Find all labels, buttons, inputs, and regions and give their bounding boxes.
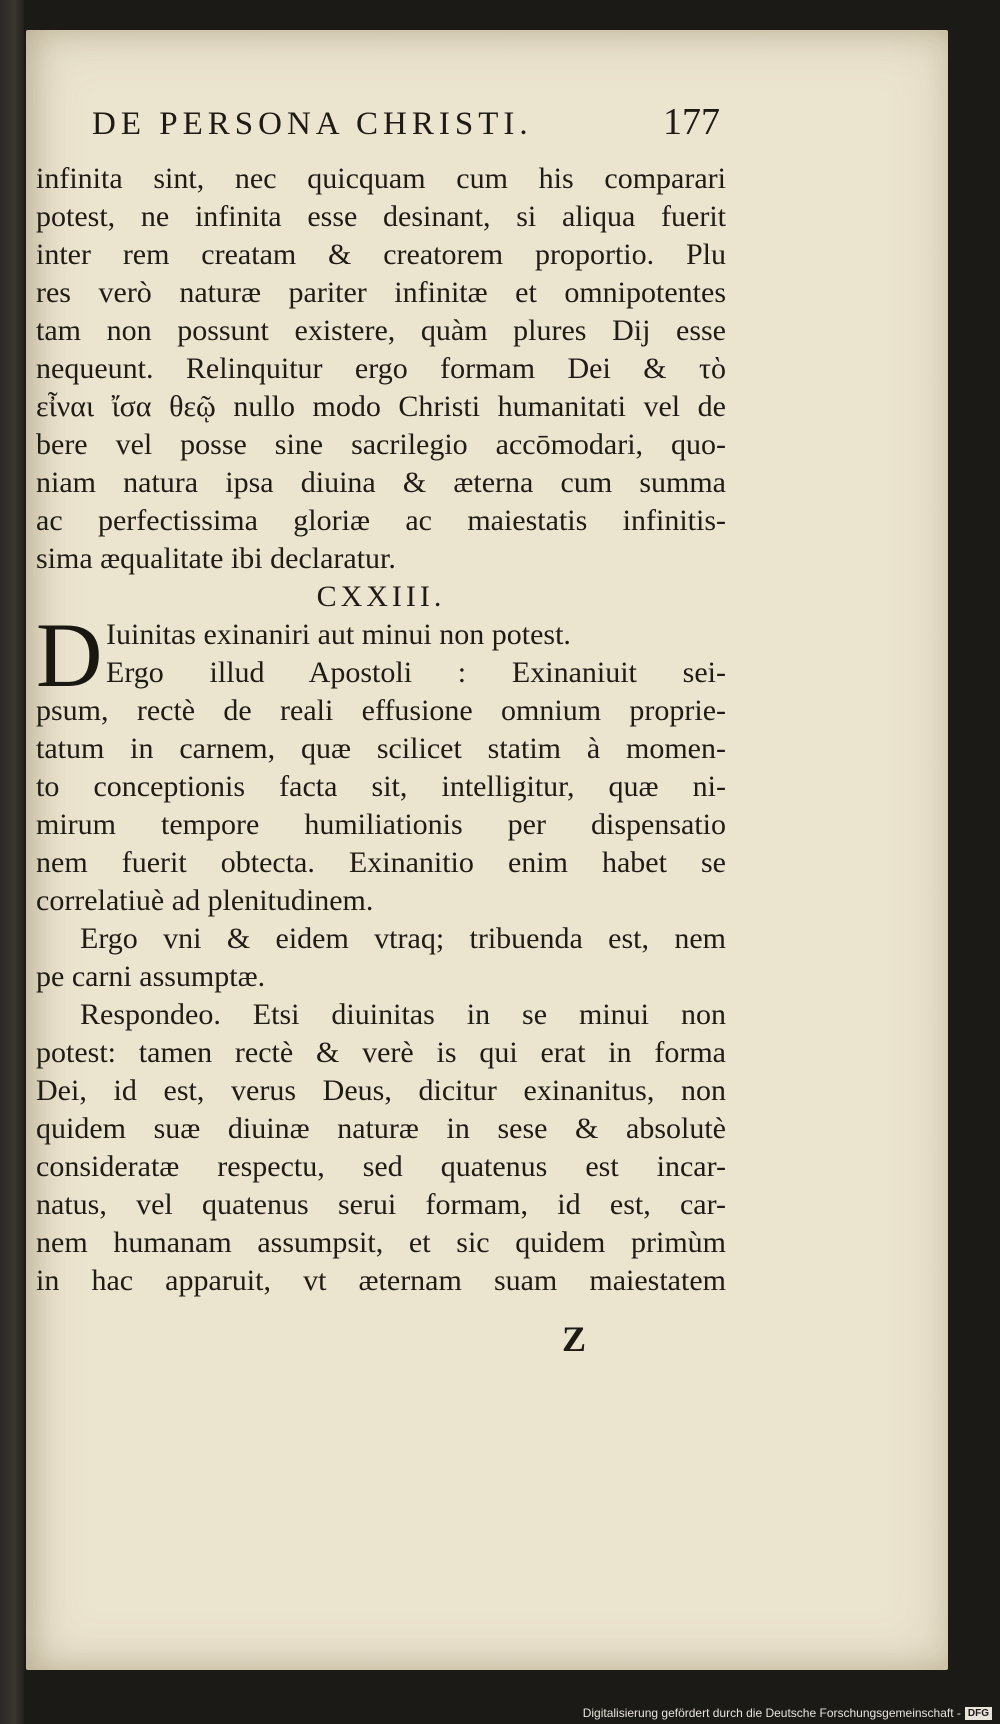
text-block [36,160,726,1300]
book-binding-edge [0,0,24,1724]
text-line: Ergo vni & eidem vtraq; tribuenda est, nem [80,922,726,955]
digitization-credit [583,1706,992,1720]
text-line: inter rem creatam & creatorem proportio. Plu [36,238,726,271]
running-head [92,100,720,144]
page-number: 177 [663,101,720,143]
text-line: tam non possunt existere, quàm plures Dij esse [36,314,726,347]
running-head-title: DE PERSONA CHRISTI. [92,106,533,142]
text-line: mirum tempore humiliationis per dispensatio [36,808,726,841]
drop-cap-paragraph [36,604,726,706]
drop-cap: D [36,604,103,706]
text-line: nem fuerit obtecta. Exinanitio enim habet se [36,846,726,879]
text-line: εἶναι ἴσα θεῷ nullo modo Christi humanitati vel de [36,390,726,423]
text-line: Respondeo. Etsi diuinitas in se minui non [80,998,726,1031]
text-line: potest, ne infinita esse desinant, si aliqua fuerit [36,200,726,233]
text-line: potest: tamen rectè & verè is qui erat in forma [36,1036,726,1069]
text-line: ac perfectissima gloriæ ac maiestatis infinitis- [36,504,726,537]
text-line: Iuinitas exinaniri aut minui non potest. [106,618,571,651]
text-line: pe carni assumptæ. [36,960,266,993]
footer-text: Digitalisierung gefördert durch die Deutsche Forschungsgemeinschaft - [582,1706,961,1720]
text-line: niam natura ipsa diuina & æterna cum summa [36,466,726,499]
text-line: nem humanam assumpsit, et sic quidem primùm [36,1226,726,1259]
signature-mark: Z [562,1319,587,1359]
dfg-logo: DFG [965,1707,992,1720]
section-heading: CXXIII. [316,580,446,613]
text-line: natus, vel quatenus serui formam, id est, car- [36,1188,726,1221]
text-line: consideratæ respectu, sed quatenus est incar- [36,1150,726,1183]
text-line: in hac apparuit, vt æternam suam maiestatem [36,1264,726,1297]
text-line: nequeunt. Relinquitur ergo formam Dei & τὸ [36,352,726,385]
text-line: infinita sint, nec quicquam cum his comparari [36,162,726,195]
text-line: tatum in carnem, quæ scilicet statim à momen- [36,732,726,765]
text-line: res verò naturæ pariter infinitæ et omnipotentes [36,276,726,309]
text-line: Dei, id est, verus Deus, dicitur exinanitus, non [36,1074,726,1107]
text-line: sima æqualitate ibi declaratur. [36,542,396,575]
text-line: to conceptionis facta sit, intelligitur, quæ ni- [36,770,726,803]
text-line: psum, rectè de reali effusione omnium proprie- [36,694,726,727]
text-line: bere vel posse sine sacrilegio accōmodari, quo- [36,428,726,461]
text-line: quidem suæ diuinæ naturæ in sese & absolutè [36,1112,726,1145]
text-line: correlatiuè ad plenitudinem. [36,884,374,917]
text-line: Ergo illud Apostoli : Exinaniuit sei- [106,656,726,689]
